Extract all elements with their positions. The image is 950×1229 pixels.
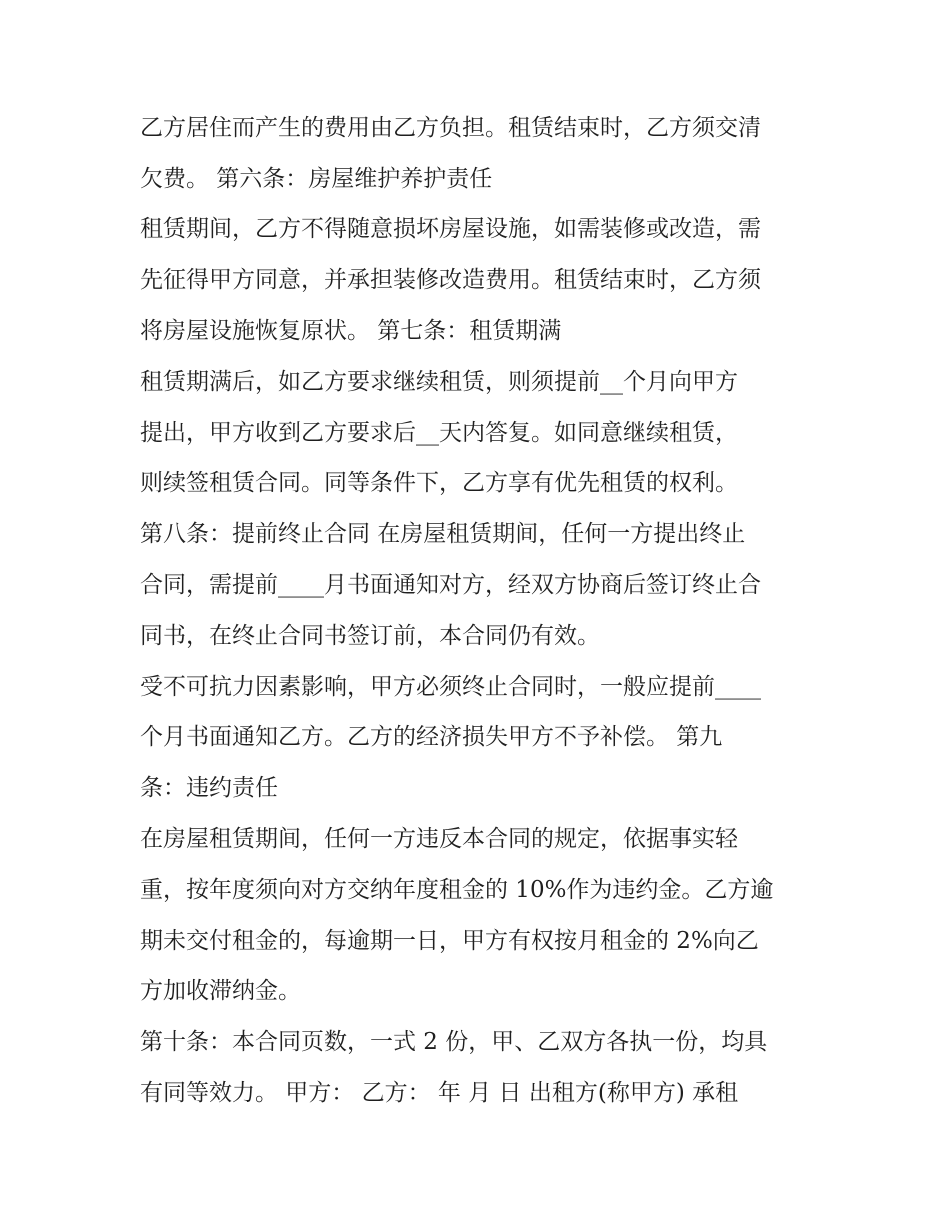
text-line: 先征得甲方同意，并承担装修改造费用。租赁结束时，乙方须: [140, 267, 761, 293]
text-line: 租赁期间，乙方不得随意损坏房屋设施，如需装修或改造，需: [140, 216, 761, 242]
text-line: 个月书面通知乙方。乙方的经济损失甲方不予补偿。 第九: [140, 724, 723, 750]
text-line: 乙方居住而产生的费用由乙方负担。租赁结束时，乙方须交清: [140, 115, 761, 141]
text-line: 条：违约责任: [140, 775, 278, 801]
text-line: 则续签租赁合同。同等条件下，乙方享有优先租赁的权利。: [140, 470, 738, 496]
text-line: 第十条：本合同页数，一式 2 份，甲、乙双方各执一份，均具: [140, 1029, 768, 1055]
text-line: 有同等效力。 甲方： 乙方： 年 月 日 出租方(称甲方) 承租: [140, 1080, 739, 1106]
text-line: 提出，甲方收到乙方要求后__天内答复。如同意继续租赁，: [140, 420, 738, 446]
text-line: 方加收滞纳金。: [140, 978, 301, 1004]
text-line: 第八条：提前终止合同 在房屋租赁期间，任何一方提出终止: [140, 521, 746, 547]
text-line: 在房屋租赁期间，任何一方违反本合同的规定，依据事实轻: [140, 826, 738, 852]
text-line: 受不可抗力因素影响，甲方必须终止合同时，一般应提前____: [140, 674, 761, 700]
text-line: 租赁期满后，如乙方要求继续租赁，则须提前__个月向甲方: [140, 369, 738, 395]
text-line: 合同，需提前____月书面通知对方，经双方协商后签订终止合: [140, 572, 761, 598]
text-line: 重，按年度须向对方交纳年度租金的 10%作为违约金。乙方逾: [140, 877, 774, 903]
text-line: 同书，在终止合同书签订前，本合同仍有效。: [140, 623, 600, 649]
text-line: 欠费。 第六条：房屋维护养护责任: [140, 166, 493, 192]
text-line: 将房屋设施恢复原状。 第七条：租赁期满: [140, 318, 562, 344]
text-line: 期未交付租金的，每逾期一日，甲方有权按月租金的 2%向乙: [140, 928, 759, 954]
